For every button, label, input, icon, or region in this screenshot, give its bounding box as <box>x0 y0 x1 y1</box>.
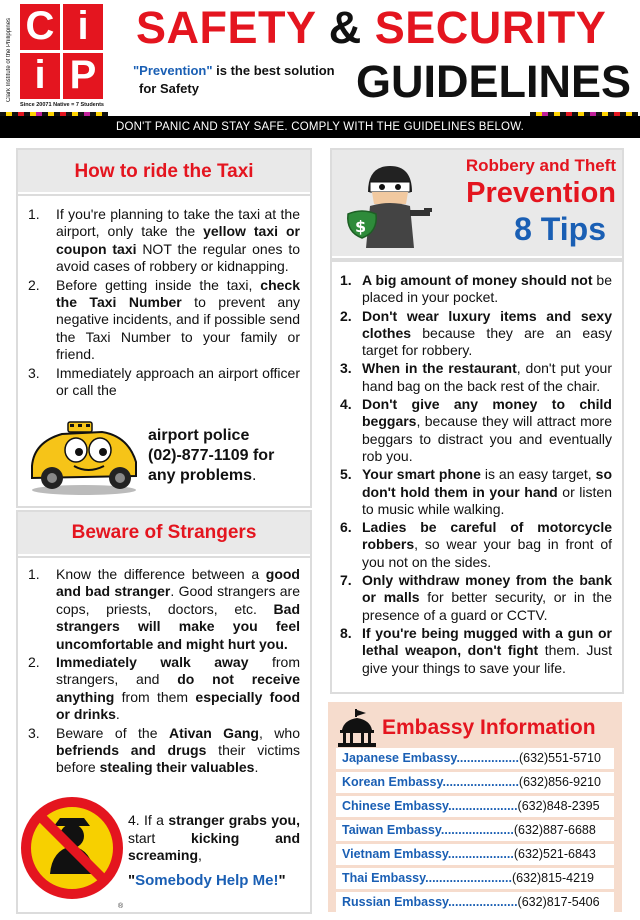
stranger-item-3: 3. Beware of the Ativan Gang, who befriends and drugs their victims before stealing their valuables. <box>28 724 300 776</box>
police-line-1: airport police <box>148 427 250 444</box>
embassy-row-taiwan: Taiwan Embassy.....................(632)887-6688 <box>336 820 614 841</box>
tagline-rest: is the best solution <box>212 63 335 78</box>
robbery-panel-body <box>332 262 622 692</box>
svg-text:$: $ <box>355 217 367 236</box>
embassy-list <box>336 748 614 916</box>
logo-side-text: Clark Institute of the Philippines <box>6 17 12 102</box>
tip-5: 5. Your smart phone is an easy target, so don't hold them in your hand or listen to music while walking. <box>340 466 612 517</box>
somebody-help-me: "Somebody Help Me!" <box>128 872 286 889</box>
embassy-row-chinese: Chinese Embassy....................(632)848-2395 <box>336 796 614 817</box>
tip-3: 3. When in the restaurant, don't put your hand bag on the back rest of the chair. <box>340 360 612 394</box>
logo-motto: 1 Native = 7 Students <box>48 102 104 108</box>
embassy-heading: Embassy Information <box>382 716 596 739</box>
tagline-for: for <box>139 81 160 96</box>
logo-letter-p: P <box>63 53 103 99</box>
title-word-safety: SAFETY <box>136 2 316 53</box>
tagline-quote: "Prevention" <box>133 63 213 78</box>
robbery-heading-block <box>436 156 616 248</box>
title-word-security: SECURITY <box>374 2 607 53</box>
logo-letter-i2: i <box>20 53 60 99</box>
taxi-item-1: 1. If you're planning to take the taxi at the airport, only take the yellow taxi or coupon taxi NOT the regular ones to avoid cases of robbery or kidnapping. <box>28 206 300 275</box>
header <box>0 0 640 112</box>
taxi-item-3: 3. Immediately approach an airport officer or call the <box>28 364 300 399</box>
taxi-panel-header <box>18 150 310 194</box>
tip-4: 4. Don't give any money to child beggars, because they will attract more beggars to distract you and eventually rob you. <box>340 396 612 464</box>
robber-icon <box>340 152 436 256</box>
strangers-panel-header <box>18 512 310 556</box>
title-ampersand: & <box>328 2 362 53</box>
tip-1: 1. A big amount of money should not be placed in your pocket. <box>340 272 612 306</box>
strangers-heading: Beware of Strangers <box>71 522 257 543</box>
tips-count-heading: 8 Tips <box>514 211 606 247</box>
tip-7: 7. Only withdraw money from the bank or malls for better security, or in the presence of a guard or CCTV. <box>340 572 612 623</box>
tagline-safety: Safety <box>159 81 199 96</box>
prevention-heading: Prevention <box>466 177 616 209</box>
embassy-panel <box>328 702 622 912</box>
police-line-3: any problems <box>148 467 253 484</box>
page-title <box>136 2 606 54</box>
instruction-banner: DON'T PANIC AND STAY SAFE. COMPLY WITH THE GUIDELINES BELOW. <box>0 116 640 138</box>
logo-since: Since 2007 <box>20 102 49 108</box>
title-guidelines: GUIDELINES <box>356 56 632 107</box>
embassy-row-vietnam: Vietnam Embassy...................(632)521-6843 <box>336 844 614 865</box>
tip-6: 6. Ladies be careful of motorcycle robbers, so wear your bag in front of you not on the sides. <box>340 519 612 570</box>
stranger-item-4: 4. If a stranger grabs you, start kicking and screaming, <box>128 812 300 863</box>
robbery-panel-header <box>332 150 622 258</box>
taxi-panel-body <box>18 196 310 506</box>
airport-police-info: airport police (02)-877-1109 for any problems. <box>148 427 275 484</box>
logo-letter-i1: i <box>63 4 103 50</box>
tip-8: 8. If you're being mugged with a gun or lethal weapon, don't fight them. Just give your things to save your life. <box>340 624 612 676</box>
logo-letter-c: C <box>20 4 60 50</box>
no-stranger-icon <box>20 796 126 902</box>
police-line-2: (02)-877-1109 for <box>148 447 275 464</box>
registered-mark: ® <box>118 903 124 910</box>
ciip-logo <box>6 4 104 108</box>
embassy-row-korean: Korean Embassy......................(632)856-9210 <box>336 772 614 793</box>
embassy-row-japanese: Japanese Embassy..................(632)551-5710 <box>336 748 614 769</box>
taxi-item-2: 2. Before getting inside the taxi, check the Taxi Number to prevent any negative incidents, and if possible send the Taxi Number to your family or friend. <box>28 276 300 363</box>
stranger-item-1: 1. Know the difference between a good and bad stranger. Good strangers are cops, priests, doctors, etc. Bad strangers will make you feel uncomfortable and might hurt you. <box>28 566 300 652</box>
tagline <box>133 62 335 98</box>
stranger-item-2: 2. Immediately walk away from strangers, and do not receive anything from them especially food or drinks. <box>28 654 301 723</box>
embassy-row-thai: Thai Embassy.........................(632)815-4219 <box>336 868 614 889</box>
tip-2: 2. Don't wear luxury items and sexy clothes because they are an easy target for robbery. <box>340 307 612 359</box>
taxi-heading: How to ride the Taxi <box>74 161 254 182</box>
embassy-building-icon <box>336 708 378 748</box>
strangers-panel-body <box>18 558 310 912</box>
embassy-row-russian: Russian Embassy....................(632)817-5406 <box>336 892 614 913</box>
taxi-car-icon <box>24 418 142 496</box>
robbery-heading: Robbery and Theft <box>465 156 616 175</box>
